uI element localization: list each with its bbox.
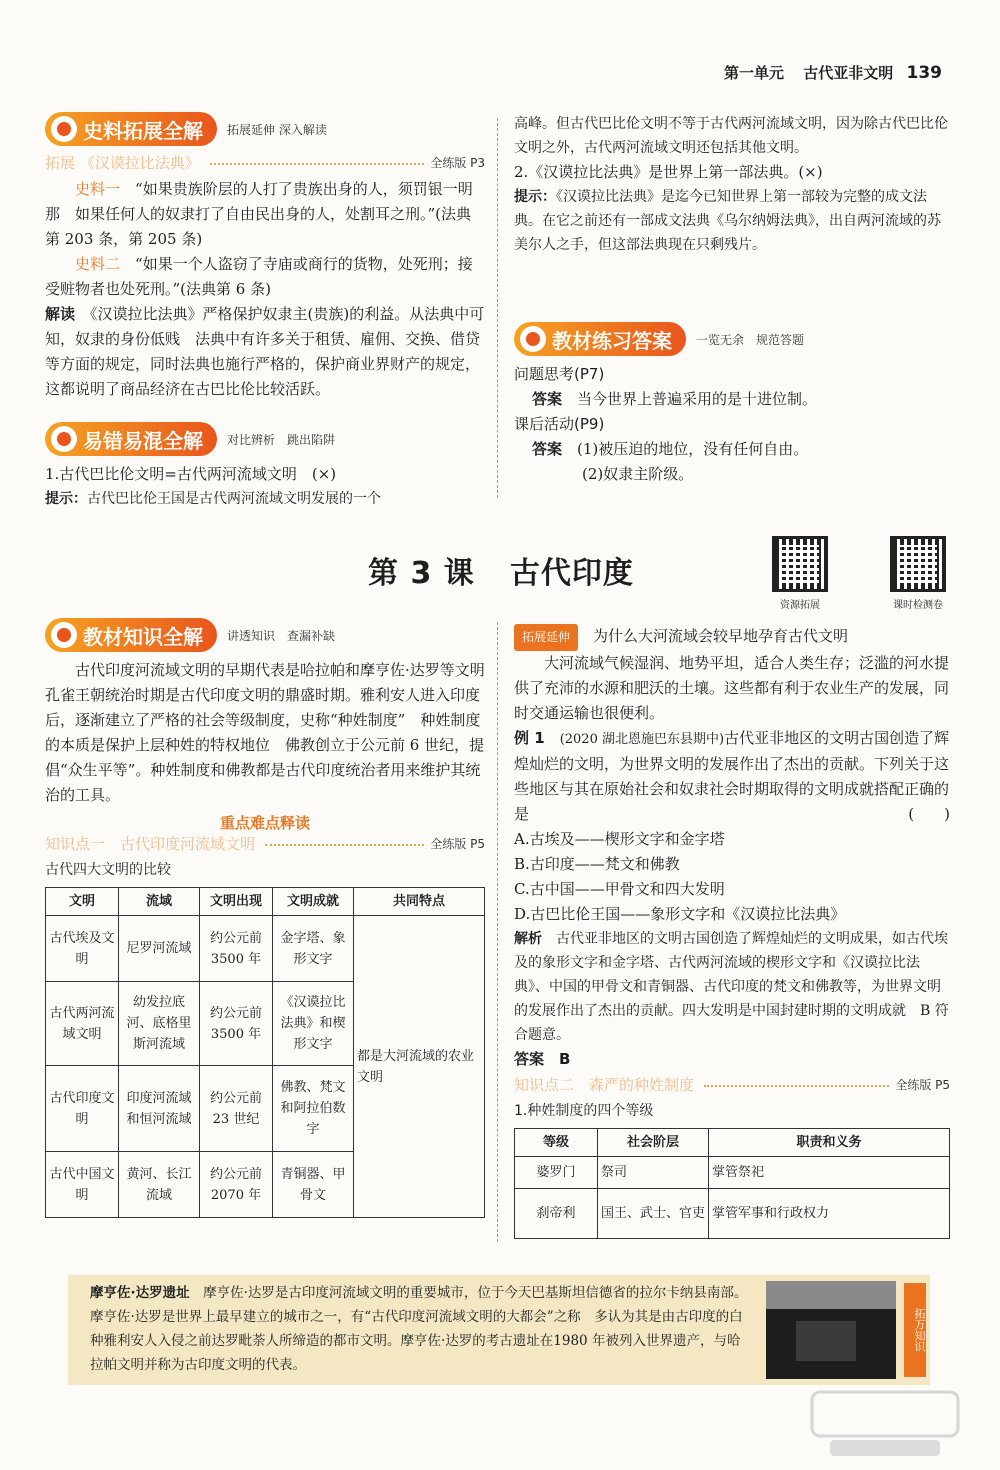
mohenjo-daro-text: [90, 1281, 750, 1377]
lesson-number: 第 3 课: [368, 556, 475, 591]
answer-text: 当今世界上普遍采用的是十进位制。: [577, 390, 818, 408]
question-answer: [514, 387, 950, 412]
table-cell: 约公元前3500 年: [200, 982, 273, 1066]
analysis-label: 解析: [514, 931, 542, 947]
tip-continued: 高峰。但古代巴比伦文明不等于古代两河流域文明，因为除古代巴比伦文明之外，古代两河流域文明还包括其他文明。: [514, 116, 948, 156]
ref-line: [45, 152, 485, 173]
key-heading-wrap: [45, 812, 485, 833]
lesson-title: [368, 548, 634, 592]
activity-answer-2: (2)奴隶主阶级。: [582, 465, 694, 483]
source-2-label: 史料二: [75, 255, 121, 273]
qr-code-icon[interactable]: [772, 536, 828, 592]
table-cell: 青铜器、甲骨文: [273, 1152, 354, 1218]
question-1: 1.古代巴比伦文明=古代两河流域文明 (×): [45, 465, 337, 483]
section-heading: [45, 112, 485, 146]
kp2-label: 知识点二 森严的种姓制度: [514, 1076, 695, 1094]
question-label: 问题思考(P7): [514, 365, 605, 383]
table-cell: 佛教、梵文和阿拉伯数字: [273, 1066, 354, 1152]
extension-title: 为什么大河流域会较早地孕育古代文明: [593, 627, 849, 645]
tip-label: 提示：: [45, 491, 87, 507]
answer-label: 答案: [532, 440, 563, 458]
interpretation-text: 《汉谟拉比法典》严格保护奴隶主(贵族)的利益。从法典中可知，奴隶的身份低贱 法典中有许多关于租赁、雇佣、交换、借贷等方面的规定，同时法典也施行严格的，保护商业界财产的规定，这都说明了商品经济在古巴比伦比较活跃。: [45, 305, 485, 398]
section-title-pill: [514, 322, 686, 356]
badge-icon: [520, 326, 546, 352]
topic-label: 古代亚非文明: [803, 64, 894, 82]
table-header: 社会阶层: [598, 1129, 709, 1157]
activity-label: 课后活动(P9): [514, 415, 605, 433]
qr-label: 资源拓展: [780, 600, 820, 611]
source-1: [45, 177, 485, 252]
section-error-prone: [45, 422, 485, 511]
lesson-name: 古代印度: [509, 556, 634, 591]
section-subtitle: 一览无余 规范答题: [696, 332, 805, 347]
option-a: A.古埃及——楔形文字和金字塔: [514, 830, 725, 848]
section-title-pill: [45, 112, 217, 146]
caste-caption: 1.种姓制度的四个等级: [514, 1103, 654, 1119]
source-1-label: 史料一: [75, 180, 121, 198]
tip-label: 提示：: [514, 189, 556, 205]
section-title: 史料拓展全解: [83, 118, 203, 143]
qr-test[interactable]: [890, 536, 946, 611]
common-feature-cell: 都是大河流域的农业文明: [354, 916, 485, 1218]
extension-tag: 拓展延伸: [514, 624, 578, 651]
mohenjo-daro-box: [68, 1275, 930, 1385]
ref-label: 拓展 《汉谟拉比法典》: [45, 154, 200, 172]
table-cell: 古代两河流域文明: [46, 982, 119, 1066]
table-cell: 金字塔、象形文字: [273, 916, 354, 982]
kp1-label: 知识点一 古代印度河流域文明: [45, 835, 256, 853]
table-cell: 古代埃及文明: [46, 916, 119, 982]
answer-label: 答案: [514, 1050, 545, 1068]
example-label: 例 1: [514, 729, 545, 747]
table-cell: 幼发拉底河、底格里斯河流域: [119, 982, 200, 1066]
kp1-ref: 全练版 P5: [430, 837, 485, 851]
section-knowledge: [45, 618, 500, 1218]
table-header-row: [515, 1129, 950, 1157]
answer-value: B: [559, 1050, 571, 1068]
key-heading: 重点难点释读: [219, 814, 310, 832]
section-heading: [514, 322, 950, 356]
photo-sky: [766, 1281, 896, 1309]
dotted-rule: [704, 1085, 889, 1087]
table-cell: 婆罗门: [515, 1157, 598, 1189]
kp1-line: [45, 833, 485, 854]
table-row: [515, 1189, 950, 1239]
dotted-rule: [265, 844, 424, 846]
extension-line: [514, 624, 950, 651]
dotted-rule: [210, 163, 425, 165]
option-c: C.古中国——甲骨文和四大发明: [514, 880, 725, 898]
section-historical-sources: [45, 112, 485, 402]
tip-text: 古代巴比伦王国是古代两河流域文明发展的一个: [87, 491, 381, 507]
section-subtitle: 对比辨析 跳出陷阱: [227, 432, 336, 447]
box-text: 摩亨佐·达罗是古印度河流域文明的重要城市，位于今天巴基斯坦信德省的拉尔卡纳县南部。摩亨佐·达罗是世界上最早建立的城市之一，有“古代印度河流域文明的大都会”之称 多认为其是由古印度的白种雅利安人入侵之前达罗毗荼人所缔造的都市文明。摩亨佐·达罗的考古遗址在1980 年被列入世界遗产，与哈拉帕文明并称为古印度文明的代表。: [90, 1285, 748, 1373]
table-header: 流域: [119, 888, 200, 916]
extension-body: 大河流域气候湿润、地势平坦，适合人类生存；泛滥的河水提供了充沛的水源和肥沃的土壤。这些都有利于农业生产的发展，同时交通运输也很便利。: [514, 654, 950, 722]
answer-label: 答案: [532, 390, 563, 408]
table-header-row: [46, 888, 485, 916]
table-caption: 古代四大文明的比较: [45, 862, 171, 878]
table-header: 共同特点: [354, 888, 485, 916]
right-bottom-block: [514, 624, 950, 1239]
section-heading: [45, 422, 485, 456]
table-cell: 尼罗河流域: [119, 916, 200, 982]
caste-table: [514, 1128, 950, 1239]
example-answer: [514, 1047, 950, 1072]
table-cell: 约公元前23 世纪: [200, 1066, 273, 1152]
table-cell: 掌管军事和行政权力: [709, 1189, 950, 1239]
option-d: D.古巴比伦王国——象形文字和《汉谟拉比法典》: [514, 905, 846, 923]
section-exercise-answers: [514, 322, 950, 487]
example-question: [514, 726, 950, 827]
table-cell: 刹帝利: [515, 1189, 598, 1239]
section-title-pill: [45, 422, 217, 456]
table-cell: 古代中国文明: [46, 1152, 119, 1218]
table-cell: 古代印度文明: [46, 1066, 119, 1152]
answer-paren: ( ): [908, 805, 950, 823]
table-header: 文明: [46, 888, 119, 916]
tip-2: [514, 185, 950, 257]
section-subtitle: 讲透知识 查漏补缺: [227, 628, 336, 643]
ruins-photo: [766, 1281, 896, 1379]
option-b: B.古印度——梵文和佛教: [514, 855, 680, 873]
column-divider-top: [497, 118, 498, 498]
example-source: (2020 湖北恩施巴东县期中): [559, 732, 725, 747]
question-2: 2.《汉谟拉比法典》是世界上第一部法典。(×): [514, 163, 823, 181]
section-title-pill: [45, 618, 217, 652]
table-cell: 国王、武士、官吏: [598, 1189, 709, 1239]
interpretation-label: 解读: [45, 305, 76, 323]
activity-answer-1: [514, 437, 950, 462]
interpretation: [45, 302, 485, 402]
table-cell: 祭司: [598, 1157, 709, 1189]
page-header: [724, 62, 942, 83]
civilizations-table: [45, 887, 485, 1218]
source-2-text: “如果一个人盗窃了寺庙或商行的货物，处死刑；接受赃物者也处死刑。”(法典第 6 条): [45, 255, 473, 298]
watermark-logo: [810, 1390, 960, 1470]
source-1-text: “如果贵族阶层的人打了贵族出身的人，须罚银一明那 如果任何人的奴隶打了自由民出身的人，处割耳之刑。”(法典第 203 条，第 205 条): [45, 180, 473, 248]
answer-text: (1)被压迫的地位，没有任何自由。: [577, 440, 809, 458]
analysis: [514, 927, 950, 1047]
column-divider-bottom: [497, 622, 498, 1242]
table-row: [46, 916, 485, 982]
page-number: 139: [906, 63, 942, 83]
table-cell: 掌管祭祀: [709, 1157, 950, 1189]
table-cell: 约公元前2070 年: [200, 1152, 273, 1218]
qr-label: 课时检测卷: [893, 600, 943, 611]
box-title: 摩亨佐·达罗遗址: [90, 1285, 190, 1301]
table-header: 文明成就: [273, 888, 354, 916]
ref-right: 全练版 P3: [430, 156, 485, 170]
kp2-line: [514, 1074, 950, 1095]
table-cell: 《汉谟拉比法典》和楔形文字: [273, 982, 354, 1066]
knowledge-paragraph: 古代印度河流域文明的早期代表是哈拉帕和摩亨佐·达罗等文明 孔雀王朝统治时期是古代印度文明的鼎盛时期。雅利安人进入印度后，逐渐建立了严格的社会等级制度，史称“种姓制度” 种姓制度的本质是保护上层种姓的特权地位 佛教创立于公元前 6 世纪，提倡“众生平等”。种姓制度和佛教都是古代印度统治者用来维护其统治的工具。: [45, 661, 500, 804]
kp2-ref: 全练版 P5: [895, 1078, 950, 1092]
tip-1: [45, 487, 485, 511]
table-cell: 印度河流域和恒河流域: [119, 1066, 200, 1152]
right-top-block: [514, 112, 950, 257]
badge-icon: [51, 116, 77, 142]
qr-code-icon[interactable]: [890, 536, 946, 592]
table-cell: 黄河、长江流域: [119, 1152, 200, 1218]
table-header: 等级: [515, 1129, 598, 1157]
unit-label: 第一单元: [724, 64, 785, 82]
analysis-text: 古代亚非地区的文明古国创造了辉煌灿烂的文明成果，如古代埃及的象形文字和金字塔、古代两河流域的楔形文字和《汉谟拉比法典》、中国的甲骨文和青铜器、古代印度的梵文和佛教等，为世界文明的发展作出了杰出的贡献。四大发明是中国封建时期的文明成就 B 符合题意。: [514, 931, 949, 1043]
table-cell: 约公元前3500 年: [200, 916, 273, 982]
table-row: [515, 1157, 950, 1189]
section-title: 教材练习答案: [552, 328, 672, 353]
section-subtitle: 拓展延伸 深入解读: [227, 122, 327, 137]
tip-text: 《汉谟拉比法典》是迄今已知世界上第一部较为完整的成文法典。在它之前还有一部成文法典《乌尔纳姆法典》，出自两河流域的苏美尔人之手，但这部法典现在只剩残片。: [514, 189, 941, 253]
photo-ruins: [796, 1321, 856, 1361]
section-title: 易错易混全解: [83, 428, 203, 453]
example-text: 古代亚非地区的文明古国创造了辉煌灿烂的文明，为世界文明的发展作出了杰出的贡献。下列关于这些地区与其在原始社会和奴隶社会时期取得的文明成就搭配正确的是: [514, 729, 950, 823]
badge-icon: [51, 622, 77, 648]
qr-resources[interactable]: [772, 536, 828, 611]
badge-icon: [51, 426, 77, 452]
source-2: [45, 252, 485, 302]
side-tag: 拓万知识: [904, 1283, 926, 1377]
table-header: 职责和义务: [709, 1129, 950, 1157]
section-heading: [45, 618, 485, 652]
table-header: 文明出现: [200, 888, 273, 916]
section-title: 教材知识全解: [83, 624, 203, 649]
watermark-icon: [810, 1390, 960, 1460]
